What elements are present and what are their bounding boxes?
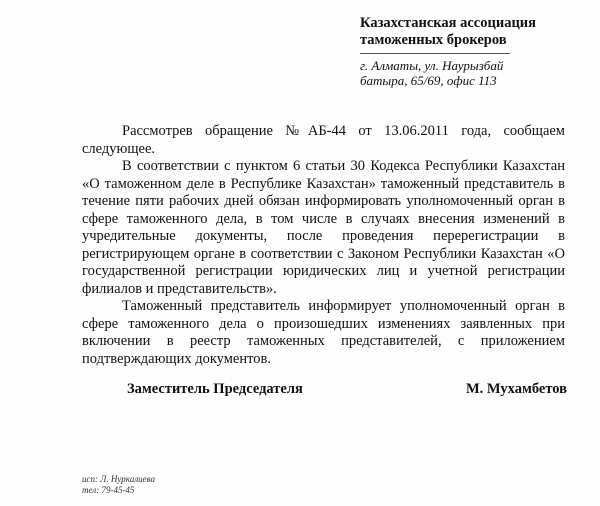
letter-body bbox=[82, 123, 565, 368]
signatory-name: М. Мухамбетов bbox=[465, 381, 567, 397]
recipient-name-line2: таможенных брокеров bbox=[360, 32, 507, 48]
executor-name: исп: Л. Нуркалиева bbox=[82, 474, 155, 484]
signatory-title: Заместитель Председателя bbox=[127, 381, 303, 397]
recipient-address-line1: г. Алматы, ул. Наурызбай bbox=[360, 58, 504, 73]
recipient-address-line2: батыра, 65/69, офис 113 bbox=[360, 73, 497, 88]
recipient-name-line1: Казахстанская ассоциация bbox=[360, 15, 536, 31]
body-paragraph: В соответствии с пунктом 6 статьи 30 Кодекса Республики Казахстан «О таможенном деле в Республике Казахстан» таможенный представитель в течение пяти рабочих дней обязан информировать уполномоченный орган в сфере таможенного дела, в том числе в случаях внесения изменений в учредительные документы, после проведения перерегистрации в регистрирующем органе в соответствии с Законом Республики Казахстан «О государственной регистрации юридических лиц и учетной регистрации филиалов и представительств». bbox=[82, 158, 565, 297]
body-paragraph: Таможенный представитель информирует уполномоченный орган в сфере таможенного дела о произошедших изменениях заявленных при включении в реестр таможенных представителей, с приложением подтверждающих документов. bbox=[82, 298, 565, 367]
recipient-divider bbox=[360, 53, 510, 54]
body-paragraph: Рассмотрев обращение №АБ-44 от 13.06.2011 года, сообщаем следующее. bbox=[82, 123, 565, 157]
executor-phone: тел: 79-45-45 bbox=[82, 485, 135, 495]
executor-note bbox=[82, 474, 155, 496]
recipient-block bbox=[360, 15, 590, 88]
